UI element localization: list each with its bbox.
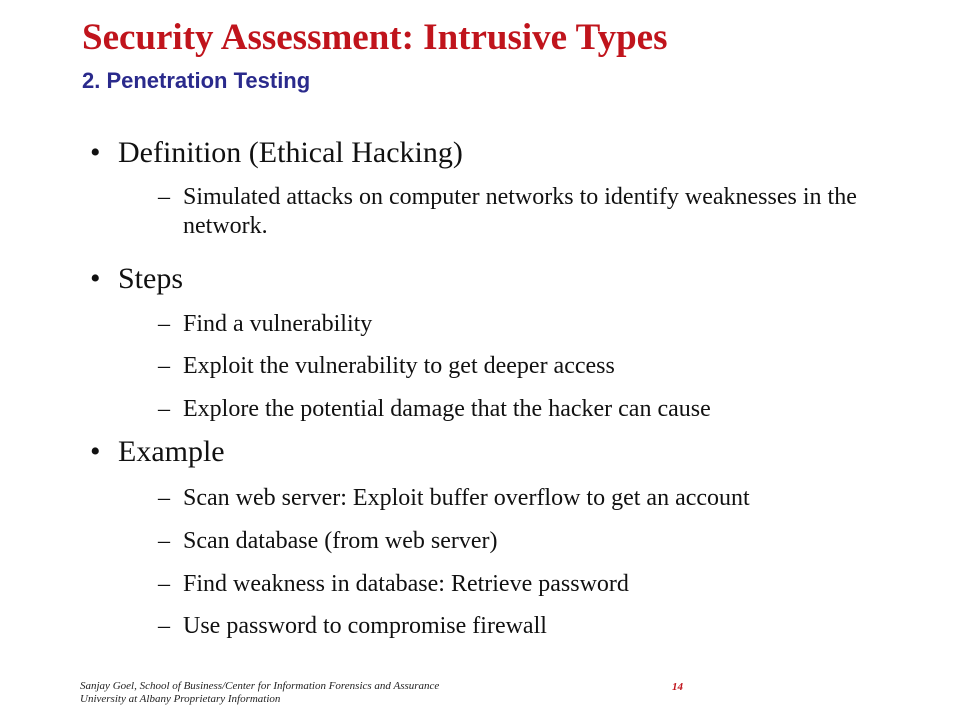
dash-marker: – [158, 613, 170, 639]
sub-bullet [158, 527, 918, 556]
sub-bullet-text: Find weakness in database: Retrieve password [183, 571, 629, 597]
page-number: 14 [672, 681, 683, 693]
dash-marker: – [158, 571, 170, 597]
sub-bullet-text: Exploit the vulnerability to get deeper access [183, 353, 615, 379]
dash-marker: – [158, 528, 170, 554]
sub-bullet [158, 484, 918, 513]
dash-marker: – [158, 396, 170, 422]
sub-bullet-text: Explore the potential damage that the hacker can cause [183, 396, 711, 422]
bullet-label: Definition (Ethical Hacking) [118, 136, 463, 169]
slide-footer [80, 680, 439, 706]
dash-marker: – [158, 353, 170, 379]
sub-bullet [158, 352, 918, 381]
slide-title: Security Assessment: Intrusive Types [82, 17, 668, 58]
footer-line: University at Albany Proprietary Information [80, 693, 281, 705]
sub-bullet-text: Scan database (from web server) [183, 528, 498, 554]
dash-marker: – [158, 485, 170, 511]
bullet-marker: • [90, 262, 101, 295]
sub-bullet [158, 310, 918, 339]
bullet-marker: • [90, 435, 101, 468]
sub-bullet-text: Find a vulnerability [183, 311, 373, 337]
dash-marker: – [158, 184, 170, 210]
sub-bullet [158, 183, 918, 241]
sub-bullet [158, 395, 918, 424]
sub-bullet [158, 570, 918, 599]
sub-bullet-text: Use password to compromise firewall [183, 613, 547, 639]
footer-line: Sanjay Goel, School of Business/Center for Information Forensics and Assurance [80, 680, 440, 692]
sub-bullet-text: Simulated attacks on computer networks to identify weaknesses in the network. [183, 184, 857, 239]
bullet-label: Example [118, 435, 225, 468]
slide-subtitle: 2. Penetration Testing [82, 68, 311, 93]
bullet-label: Steps [118, 262, 184, 295]
bullet-marker: • [90, 136, 101, 169]
sub-bullet-text: Scan web server: Exploit buffer overflow to get an account [183, 485, 750, 511]
sub-bullet [158, 612, 918, 641]
dash-marker: – [158, 311, 170, 337]
